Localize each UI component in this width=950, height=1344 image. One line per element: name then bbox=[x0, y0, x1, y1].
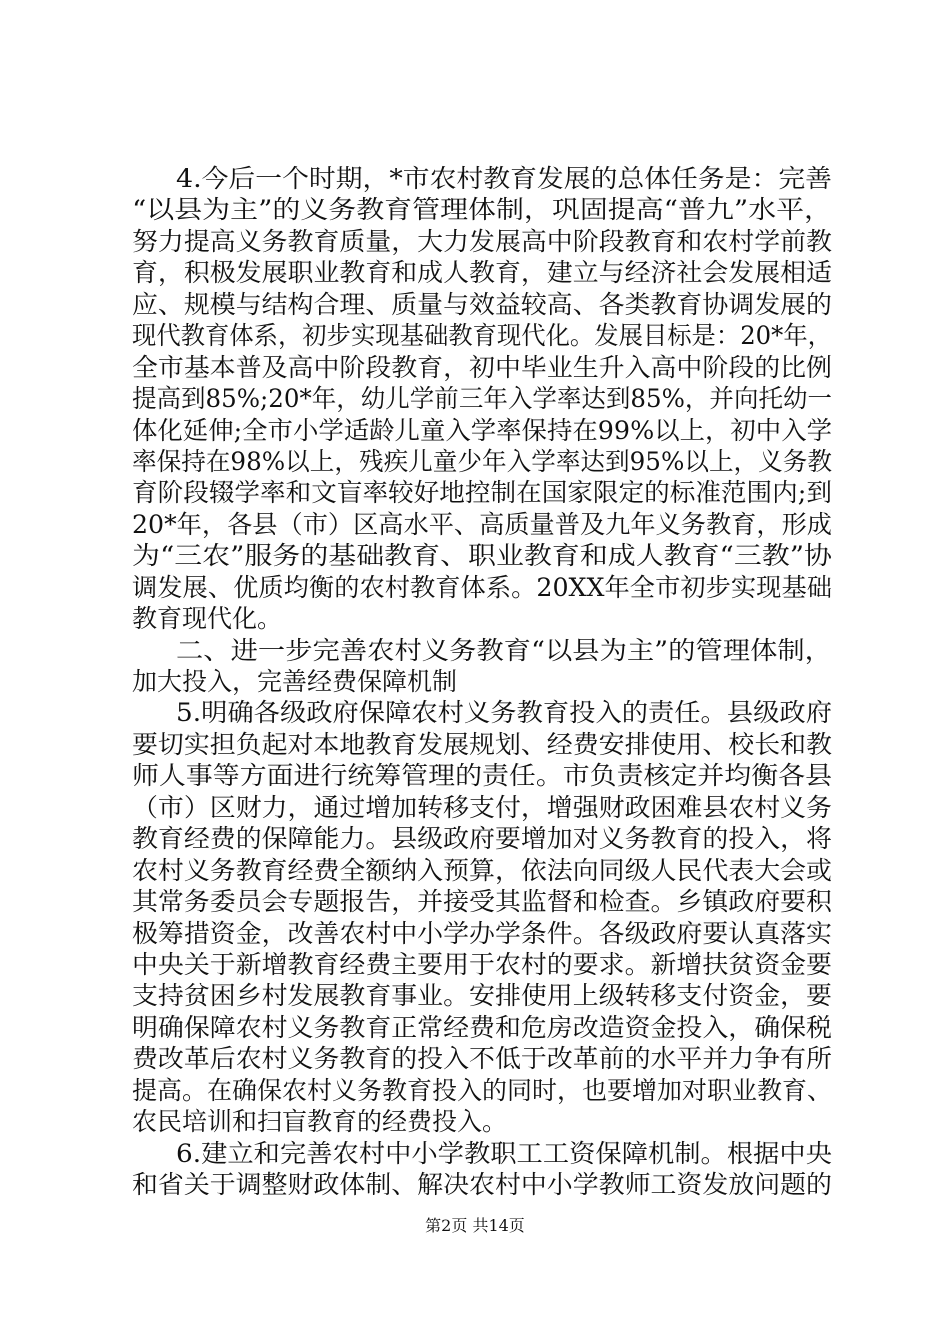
text-line: 6.建立和完善农村中小学教职工工资保障机制。根据中央 bbox=[176, 1139, 832, 1168]
text-line: 努力提高义务教育质量，大力发展高中阶段教育和农村学前教 bbox=[132, 227, 832, 256]
text-line: 提高。在确保农村义务教育投入的同时，也要增加对职业教育、 bbox=[132, 1076, 832, 1105]
text-line: 20*年，各县（市）区高水平、高质量普及九年义务教育，形成 bbox=[132, 510, 832, 539]
text-line: 要切实担负起对本地教育发展规划、经费安排使用、校长和教 bbox=[132, 730, 832, 759]
text-line: 费改革后农村义务教育的投入不低于改革前的水平并力争有所 bbox=[132, 1044, 832, 1073]
text-line: 应、规模与结构合理、质量与效益较高、各类教育协调发展的 bbox=[132, 290, 832, 319]
text-line: 师人事等方面进行统筹管理的责任。市负责核定并均衡各县 bbox=[132, 761, 832, 790]
text-line: 中央关于新增教育经费主要用于农村的要求。新增扶贫资金要 bbox=[132, 950, 832, 979]
text-line: 调发展、优质均衡的农村教育体系。20XX年全市初步实现基础 bbox=[132, 573, 832, 602]
text-line: 育，积极发展职业教育和成人教育，建立与经济社会发展相适 bbox=[132, 258, 832, 287]
section-heading: 二、进一步完善农村义务教育“以县为主”的管理体制， bbox=[176, 636, 832, 665]
text-line: 支持贫困乡村发展教育事业。安排使用上级转移支付资金，要 bbox=[132, 981, 832, 1010]
text-line: 为“三农”服务的基础教育、职业教育和成人教育“三教”协 bbox=[132, 541, 832, 570]
page-number-footer: 第2页 共14页 bbox=[425, 1216, 525, 1235]
text-line: 体化延伸;全市小学适龄儿童入学率保持在99%以上，初中入学 bbox=[132, 416, 833, 445]
text-line: 极筹措资金，改善农村中小学办学条件。各级政府要认真落实 bbox=[132, 919, 832, 948]
text-line: 提高到85%;20*年，幼儿学前三年入学率达到85%，并向托幼一 bbox=[132, 384, 832, 413]
text-line: 率保持在98%以上，残疾儿童少年入学率达到95%以上，义务教 bbox=[132, 447, 832, 476]
text-line: 现代教育体系，初步实现基础教育现代化。发展目标是：20*年， bbox=[132, 321, 832, 350]
text-line: 教育经费的保障能力。县级政府要增加对义务教育的投入，将 bbox=[132, 824, 832, 853]
text-line: 育阶段辍学率和文盲率较好地控制在国家限定的标准范围内;到 bbox=[132, 478, 832, 507]
text-line: 全市基本普及高中阶段教育，初中毕业生升入高中阶段的比例 bbox=[132, 353, 832, 382]
text-line: 5.明确各级政府保障农村义务教育投入的责任。县级政府 bbox=[176, 698, 832, 727]
text-line: 教育现代化。 bbox=[132, 604, 283, 633]
text-line: 农村义务教育经费全额纳入预算，依法向同级人民代表大会或 bbox=[132, 856, 832, 885]
text-line: 和省关于调整财政体制、解决农村中小学教师工资发放问题的 bbox=[132, 1170, 832, 1199]
section-heading: 加大投入，完善经费保障机制 bbox=[132, 667, 458, 696]
text-line: （市）区财力，通过增加转移支付，增强财政困难县农村义务 bbox=[132, 793, 832, 822]
text-line: 4.今后一个时期，*市农村教育发展的总体任务是：完善 bbox=[176, 164, 832, 193]
text-line: “以县为主”的义务教育管理体制，巩固提高“普九”水平， bbox=[132, 195, 832, 224]
text-line: 农民培训和扫盲教育的经费投入。 bbox=[132, 1107, 508, 1136]
text-line: 其常务委员会专题报告，并接受其监督和检查。乡镇政府要积 bbox=[132, 887, 832, 916]
text-line: 明确保障农村义务教育正常经费和危房改造资金投入，确保税 bbox=[132, 1013, 832, 1042]
